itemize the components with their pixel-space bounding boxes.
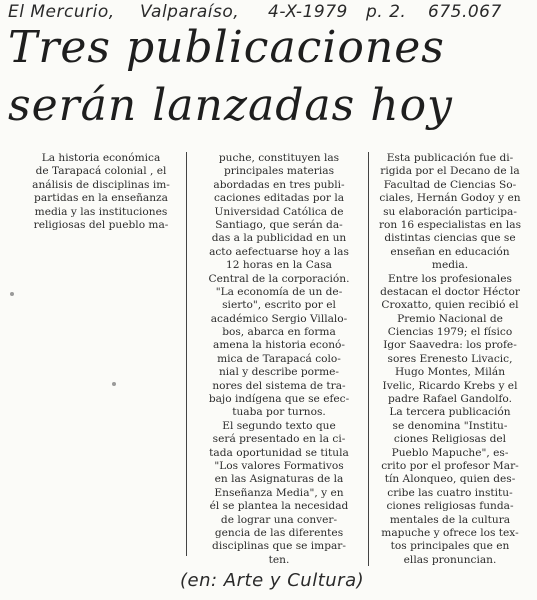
text-line: ciones Religiosas del (393, 433, 507, 446)
text-line: principales materias (223, 165, 335, 178)
text-line: crito por el profesor Mar- (381, 459, 519, 472)
text-line: ellas pronuncian. (403, 553, 497, 566)
article-column-2 (194, 152, 364, 567)
text-line: "La economía de un de- (215, 285, 343, 298)
text-line: sores Erenesto Livacic, (387, 352, 513, 365)
text-line: nores del sistema de tra- (212, 379, 346, 392)
text-line: de lograr una conver- (220, 513, 338, 526)
text-line: él se plantea la necesidad (209, 500, 349, 513)
text-line: Central de la corporación. (208, 272, 350, 285)
scan-speck (10, 292, 14, 296)
text-line: académico Sergio Villalo- (210, 312, 348, 325)
text-line: Igor Saavedra: los profe- (383, 339, 517, 352)
text-line: disciplinas que se impar- (212, 540, 346, 553)
text-line: abordadas en tres publi- (213, 178, 345, 191)
text-line: Premio Nacional de (397, 312, 503, 325)
text-line: Esta publicación fue di- (386, 152, 514, 164)
text-line: Croxatto, quien recibió el (381, 299, 519, 312)
text-line: tada oportunidad se titula (209, 446, 349, 459)
text-line: Ivelic, Ricardo Krebs y el (382, 379, 518, 392)
text-line: de Tarapacá colonial , el (35, 165, 167, 178)
text-line: mentales de la cultura (389, 513, 511, 526)
text-line: amena la historia econó- (213, 339, 345, 352)
text-line: tos principales que en (390, 540, 510, 553)
text-line: gencia de las diferentes (214, 526, 344, 539)
text-line: "Los valores Formativos (214, 459, 344, 472)
text-line: nial y describe porme- (218, 366, 340, 379)
text-line: tín Alonqueo, quien des- (384, 473, 516, 486)
article-column-3 (372, 152, 528, 567)
text-line: ron 16 especialistas en las (378, 218, 522, 231)
text-line: ciones religiosas funda- (386, 500, 514, 513)
text-line: sierto", escrito por el (222, 299, 336, 312)
text-line: será presentado en la ci- (212, 433, 346, 446)
text-line: Facultad de Ciencias So- (383, 178, 517, 191)
text-line: mica de Tarapacá colo- (217, 352, 341, 365)
column-divider (368, 152, 369, 566)
text-line: media y las instituciones (34, 205, 168, 218)
text-line: acto aefectuarse hoy a las (209, 245, 349, 258)
text-line: Hugo Montes, Milán (394, 366, 506, 379)
text-line: das a la publicidad en un (211, 232, 347, 245)
text-line: Entre los profesionales (388, 272, 512, 285)
archive-code: 675.067 (428, 2, 502, 22)
handwritten-section-note: (en: Arte y Cultura) (180, 570, 365, 591)
scan-speck (112, 382, 116, 386)
source-page: p. 2. (366, 2, 407, 22)
text-line: tuaba por turnos. (232, 406, 326, 419)
text-line: partidas en la enseñanza (34, 192, 168, 205)
text-line: distintas ciencias que se (384, 232, 516, 245)
text-line: rigida por el Decano de la (380, 165, 520, 178)
text-line: ten. (268, 553, 290, 566)
source-city: Valparaíso, (140, 2, 240, 22)
text-line: puche, constituyen las (218, 152, 340, 164)
text-line: La historia económica (41, 152, 161, 164)
text-line: su elaboración participa- (383, 205, 517, 218)
text-line: 12 horas en la Casa (226, 259, 332, 272)
text-line: mapuche y ofrece los tex- (381, 526, 519, 539)
text-line: Santiago, que serán da- (215, 218, 343, 231)
text-line: ciales, Hernán Godoy y en (379, 192, 521, 205)
text-line: El segundo texto que (222, 419, 336, 432)
text-line: se denomina "Institu- (392, 419, 508, 432)
text-line: Ciencias 1979; el físico (387, 326, 513, 339)
text-line: Universidad Católica de (214, 205, 344, 218)
text-line: bos, abarca en forma (222, 326, 336, 339)
text-line: enseñan en educación (390, 245, 510, 258)
source-newspaper: El Mercurio, (8, 2, 115, 22)
text-line: cribe las cuatro institu- (387, 486, 513, 499)
text-line: padre Rafael Gandolfo. (387, 393, 512, 406)
text-line: caciones editadas por la (213, 192, 345, 205)
text-line: análisis de disciplinas im- (32, 178, 170, 191)
text-line: media. (431, 259, 469, 272)
text-line: Enseñanza Media", y en (214, 486, 344, 499)
text-line: bajo indígena que se efec- (208, 393, 350, 406)
text-line: La tercera publicación (389, 406, 511, 419)
text-line: Pueblo Mapuche", es- (391, 446, 509, 459)
column-divider (186, 152, 187, 556)
text-line: religiosas del pueblo ma- (33, 218, 169, 231)
headline-line-1: Tres publicaciones (8, 22, 445, 73)
article-column-1 (22, 152, 180, 232)
source-date: 4-X-1979 (268, 2, 348, 22)
text-line: destacan el doctor Héctor (380, 285, 520, 298)
text-line: en las Asignaturas de la (214, 473, 344, 486)
headline-line-2: serán lanzadas hoy (8, 80, 453, 131)
